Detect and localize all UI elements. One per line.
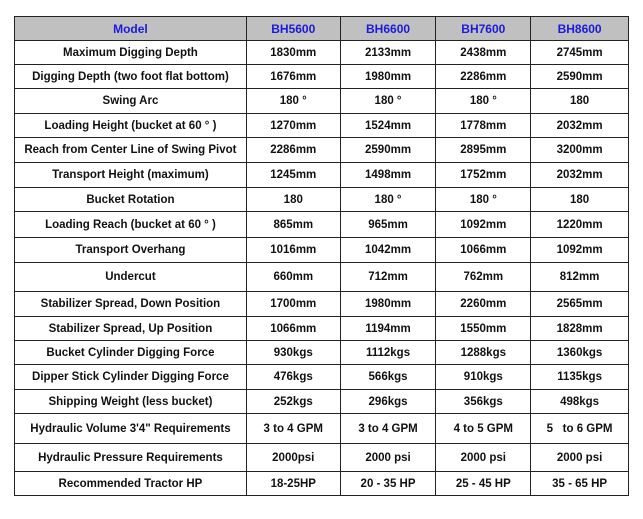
- spec-label: Digging Depth (two foot flat bottom): [15, 65, 247, 89]
- spec-value: 2000 psi: [436, 444, 531, 472]
- spec-value: 2133mm: [340, 41, 436, 65]
- table-row: [15, 89, 629, 114]
- spec-label: Stabilizer Spread, Up Position: [15, 317, 247, 341]
- table-row: [15, 263, 629, 292]
- spec-value: 3 to 4 GPM: [340, 414, 436, 444]
- spec-label: Recommended Tractor HP: [15, 472, 247, 496]
- spec-value: 2000psi: [246, 444, 340, 472]
- spec-value: 930kgs: [246, 341, 340, 365]
- spec-value: 1752mm: [436, 163, 531, 188]
- spec-label: Loading Height (bucket at 60 ° ): [15, 114, 247, 138]
- spec-value: 1220mm: [531, 212, 629, 238]
- table-row: [15, 390, 629, 414]
- specifications-table: [14, 16, 629, 496]
- spec-value: 1042mm: [340, 238, 436, 263]
- spec-value: 1778mm: [436, 114, 531, 138]
- spec-value: 356kgs: [436, 390, 531, 414]
- spec-value: 2745mm: [531, 41, 629, 65]
- spec-value: 910kgs: [436, 365, 531, 390]
- spec-value: 1270mm: [246, 114, 340, 138]
- spec-value: 2565mm: [531, 292, 629, 317]
- spec-label: Hydraulic Pressure Requirements: [15, 444, 247, 472]
- spec-value: 1016mm: [246, 238, 340, 263]
- spec-label: Undercut: [15, 263, 247, 292]
- spec-value: 1830mm: [246, 41, 340, 65]
- spec-value: 1245mm: [246, 163, 340, 188]
- spec-value: 1828mm: [531, 317, 629, 341]
- spec-value: 4 to 5 GPM: [436, 414, 531, 444]
- table-row: [15, 41, 629, 65]
- model-header: BH7600: [436, 17, 531, 41]
- table-row: [15, 292, 629, 317]
- spec-value: 566kgs: [340, 365, 436, 390]
- spec-value: 2286mm: [246, 138, 340, 163]
- spec-value: 965mm: [340, 212, 436, 238]
- spec-label: Maximum Digging Depth: [15, 41, 247, 65]
- spec-value: 1550mm: [436, 317, 531, 341]
- spec-value: 3 to 4 GPM: [246, 414, 340, 444]
- model-header: BH8600: [531, 17, 629, 41]
- spec-value: 5 to 6 GPM: [531, 414, 629, 444]
- spec-value: 2590mm: [340, 138, 436, 163]
- spec-value: 18-25HP: [246, 472, 340, 496]
- spec-label: Swing Arc: [15, 89, 247, 114]
- spec-value: 180 °: [246, 89, 340, 114]
- spec-value: 1524mm: [340, 114, 436, 138]
- table-row: [15, 472, 629, 496]
- spec-value: 2000 psi: [340, 444, 436, 472]
- table-row: [15, 341, 629, 365]
- spec-label: Loading Reach (bucket at 60 ° ): [15, 212, 247, 238]
- spec-value: 660mm: [246, 263, 340, 292]
- spec-value: 35 - 65 HP: [531, 472, 629, 496]
- spec-value: 2590mm: [531, 65, 629, 89]
- spec-value: 3200mm: [531, 138, 629, 163]
- header-row: [15, 17, 629, 41]
- spec-label: Shipping Weight (less bucket): [15, 390, 247, 414]
- spec-value: 812mm: [531, 263, 629, 292]
- table-row: [15, 365, 629, 390]
- table-row: [15, 114, 629, 138]
- spec-value: 2000 psi: [531, 444, 629, 472]
- spec-value: 2032mm: [531, 163, 629, 188]
- spec-value: 762mm: [436, 263, 531, 292]
- spec-label: Reach from Center Line of Swing Pivot: [15, 138, 247, 163]
- spec-value: 1194mm: [340, 317, 436, 341]
- spec-value: 498kgs: [531, 390, 629, 414]
- table-row: [15, 163, 629, 188]
- spec-label: Hydraulic Volume 3'4" Requirements: [15, 414, 247, 444]
- spec-value: 180 °: [436, 188, 531, 212]
- spec-value: 1092mm: [531, 238, 629, 263]
- model-header: BH6600: [340, 17, 436, 41]
- table-row: [15, 188, 629, 212]
- spec-label: Dipper Stick Cylinder Digging Force: [15, 365, 247, 390]
- spec-value: 1066mm: [246, 317, 340, 341]
- spec-value: 180 °: [340, 89, 436, 114]
- spec-value: 1360kgs: [531, 341, 629, 365]
- spec-value: 180: [246, 188, 340, 212]
- spec-value: 1066mm: [436, 238, 531, 263]
- spec-label: Transport Height (maximum): [15, 163, 247, 188]
- spec-value: 25 - 45 HP: [436, 472, 531, 496]
- spec-value: 180 °: [340, 188, 436, 212]
- spec-value: 296kgs: [340, 390, 436, 414]
- spec-value: 1676mm: [246, 65, 340, 89]
- spec-value: 180 °: [436, 89, 531, 114]
- spec-value: 1498mm: [340, 163, 436, 188]
- spec-value: 2895mm: [436, 138, 531, 163]
- spec-value: 1288kgs: [436, 341, 531, 365]
- table-row: [15, 138, 629, 163]
- spec-value: 1700mm: [246, 292, 340, 317]
- table-row: [15, 212, 629, 238]
- table-row: [15, 238, 629, 263]
- spec-value: 2032mm: [531, 114, 629, 138]
- table-row: [15, 65, 629, 89]
- spec-value: 180: [531, 89, 629, 114]
- spec-value: 252kgs: [246, 390, 340, 414]
- spec-value: 712mm: [340, 263, 436, 292]
- spec-label: Bucket Rotation: [15, 188, 247, 212]
- table-row: [15, 414, 629, 444]
- spec-value: 1112kgs: [340, 341, 436, 365]
- spec-value: 1092mm: [436, 212, 531, 238]
- spec-value: 1980mm: [340, 65, 436, 89]
- table-row: [15, 317, 629, 341]
- model-header: BH5600: [246, 17, 340, 41]
- model-label-header: Model: [15, 17, 247, 41]
- spec-value: 1980mm: [340, 292, 436, 317]
- spec-value: 2260mm: [436, 292, 531, 317]
- spec-value: 865mm: [246, 212, 340, 238]
- spec-label: Transport Overhang: [15, 238, 247, 263]
- table-row: [15, 444, 629, 472]
- spec-value: 1135kgs: [531, 365, 629, 390]
- spec-label: Stabilizer Spread, Down Position: [15, 292, 247, 317]
- spec-value: 20 - 35 HP: [340, 472, 436, 496]
- spec-value: 476kgs: [246, 365, 340, 390]
- spec-label: Bucket Cylinder Digging Force: [15, 341, 247, 365]
- spec-value: 180: [531, 188, 629, 212]
- spec-value: 2286mm: [436, 65, 531, 89]
- spec-value: 2438mm: [436, 41, 531, 65]
